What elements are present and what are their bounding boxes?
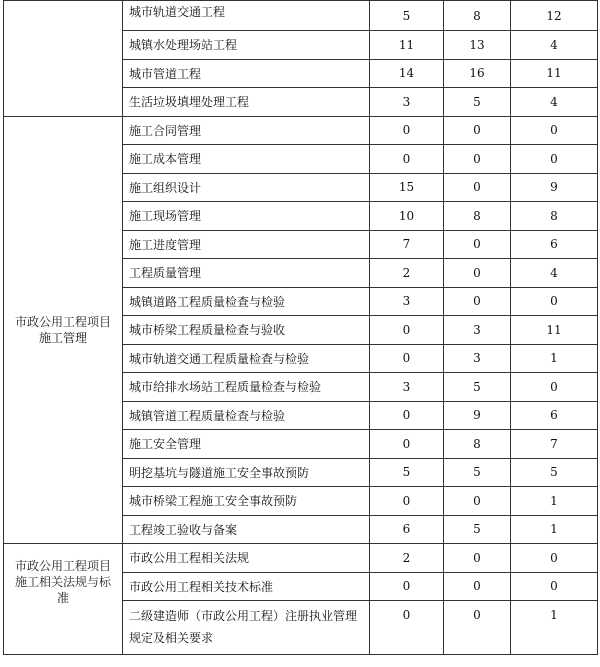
count-cell-2: 0	[444, 230, 511, 259]
topic-cell: 施工进度管理	[123, 230, 370, 259]
count-cell-1: 2	[370, 544, 444, 573]
topic-cell: 城市桥梁工程质量检查与验收	[123, 316, 370, 345]
count-cell-2: 9	[444, 401, 511, 430]
count-cell-1: 0	[370, 116, 444, 145]
count-cell-2: 0	[444, 572, 511, 601]
table-row	[4, 1, 598, 31]
count-cell-2: 0	[444, 601, 511, 655]
count-cell-3: 0	[511, 373, 598, 402]
count-cell-2: 0	[444, 487, 511, 516]
count-cell-3: 6	[511, 401, 598, 430]
count-cell-1: 0	[370, 344, 444, 373]
count-cell-1: 0	[370, 430, 444, 459]
count-cell-3: 4	[511, 259, 598, 288]
count-cell-2: 5	[444, 373, 511, 402]
count-cell-1: 0	[370, 487, 444, 516]
count-cell-2: 3	[444, 344, 511, 373]
table-row	[4, 116, 598, 145]
topic-cell: 施工组织设计	[123, 173, 370, 202]
category-label-line3: 准	[56, 591, 69, 605]
count-cell-3: 0	[511, 544, 598, 573]
count-cell-3: 0	[511, 572, 598, 601]
topic-cell: 生活垃圾填埋处理工程	[123, 88, 370, 117]
topic-cell: 城市管道工程	[123, 59, 370, 88]
count-cell-2: 5	[444, 458, 511, 487]
count-cell-1: 0	[370, 401, 444, 430]
count-cell-2: 8	[444, 1, 511, 31]
topic-cell: 市政公用工程相关技术标准	[123, 572, 370, 601]
count-cell-3: 4	[511, 88, 598, 117]
table-row	[4, 544, 598, 573]
topic-cell: 城市轨道交通工程质量检查与检验	[123, 344, 370, 373]
count-cell-1: 3	[370, 373, 444, 402]
topic-cell: 工程质量管理	[123, 259, 370, 288]
topic-cell: 施工成本管理	[123, 145, 370, 174]
count-cell-2: 13	[444, 31, 511, 60]
category-label-line1: 市政公用工程项目	[14, 314, 111, 329]
count-cell-1: 0	[370, 316, 444, 345]
topic-cell: 城市桥梁工程施工安全事故预防	[123, 487, 370, 516]
count-cell-1: 11	[370, 31, 444, 60]
count-cell-3: 1	[511, 515, 598, 544]
count-cell-3: 1	[511, 487, 598, 516]
topic-cell: 城镇道路工程质量检查与检验	[123, 287, 370, 316]
count-cell-3: 0	[511, 145, 598, 174]
category-cell-regulations	[4, 544, 123, 655]
count-cell-1: 0	[370, 572, 444, 601]
category-label-line1: 市政公用工程项目	[14, 559, 111, 573]
topic-cell: 二级建造师（市政公用工程）注册执业管理规定及相关要求	[123, 601, 370, 655]
count-cell-2: 0	[444, 116, 511, 145]
count-cell-2: 8	[444, 430, 511, 459]
category-cell-construction-management	[4, 116, 123, 544]
topic-cell: 施工现场管理	[123, 202, 370, 231]
count-cell-3: 11	[511, 316, 598, 345]
count-cell-1: 7	[370, 230, 444, 259]
topic-cell: 施工合同管理	[123, 116, 370, 145]
count-cell-1: 5	[370, 1, 444, 31]
count-cell-3: 8	[511, 202, 598, 231]
count-cell-2: 3	[444, 316, 511, 345]
count-cell-1: 3	[370, 88, 444, 117]
category-label-line2: 施工相关法规与标	[14, 575, 111, 589]
count-cell-2: 0	[444, 259, 511, 288]
count-cell-3: 1	[511, 344, 598, 373]
count-cell-3: 5	[511, 458, 598, 487]
topic-cell: 工程竣工验收与备案	[123, 515, 370, 544]
count-cell-3: 9	[511, 173, 598, 202]
count-cell-3: 4	[511, 31, 598, 60]
count-cell-3: 0	[511, 116, 598, 145]
count-cell-2: 5	[444, 88, 511, 117]
category-label-line2: 施工管理	[38, 330, 87, 345]
count-cell-2: 0	[444, 287, 511, 316]
count-cell-3: 1	[511, 601, 598, 655]
topic-cell: 城市轨道交通工程	[123, 1, 370, 31]
count-cell-1: 0	[370, 145, 444, 174]
topic-cell: 施工安全管理	[123, 430, 370, 459]
topic-cell: 城镇水处理场站工程	[123, 31, 370, 60]
exam-topic-table	[3, 0, 598, 655]
count-cell-2: 16	[444, 59, 511, 88]
count-cell-3: 7	[511, 430, 598, 459]
topic-cell: 市政公用工程相关法规	[123, 544, 370, 573]
count-cell-2: 0	[444, 145, 511, 174]
topic-cell: 城镇管道工程质量检查与检验	[123, 401, 370, 430]
count-cell-1: 5	[370, 458, 444, 487]
topic-cell: 明挖基坑与隧道施工安全事故预防	[123, 458, 370, 487]
count-cell-3: 0	[511, 287, 598, 316]
count-cell-2: 8	[444, 202, 511, 231]
topic-cell: 城市给排水场站工程质量检查与检验	[123, 373, 370, 402]
count-cell-1: 6	[370, 515, 444, 544]
count-cell-1: 3	[370, 287, 444, 316]
count-cell-1: 15	[370, 173, 444, 202]
category-cell-empty	[4, 1, 123, 117]
count-cell-3: 12	[511, 1, 598, 31]
count-cell-1: 10	[370, 202, 444, 231]
count-cell-3: 6	[511, 230, 598, 259]
count-cell-3: 11	[511, 59, 598, 88]
count-cell-1: 14	[370, 59, 444, 88]
count-cell-2: 5	[444, 515, 511, 544]
count-cell-1: 0	[370, 601, 444, 655]
count-cell-2: 0	[444, 173, 511, 202]
count-cell-1: 2	[370, 259, 444, 288]
count-cell-2: 0	[444, 544, 511, 573]
